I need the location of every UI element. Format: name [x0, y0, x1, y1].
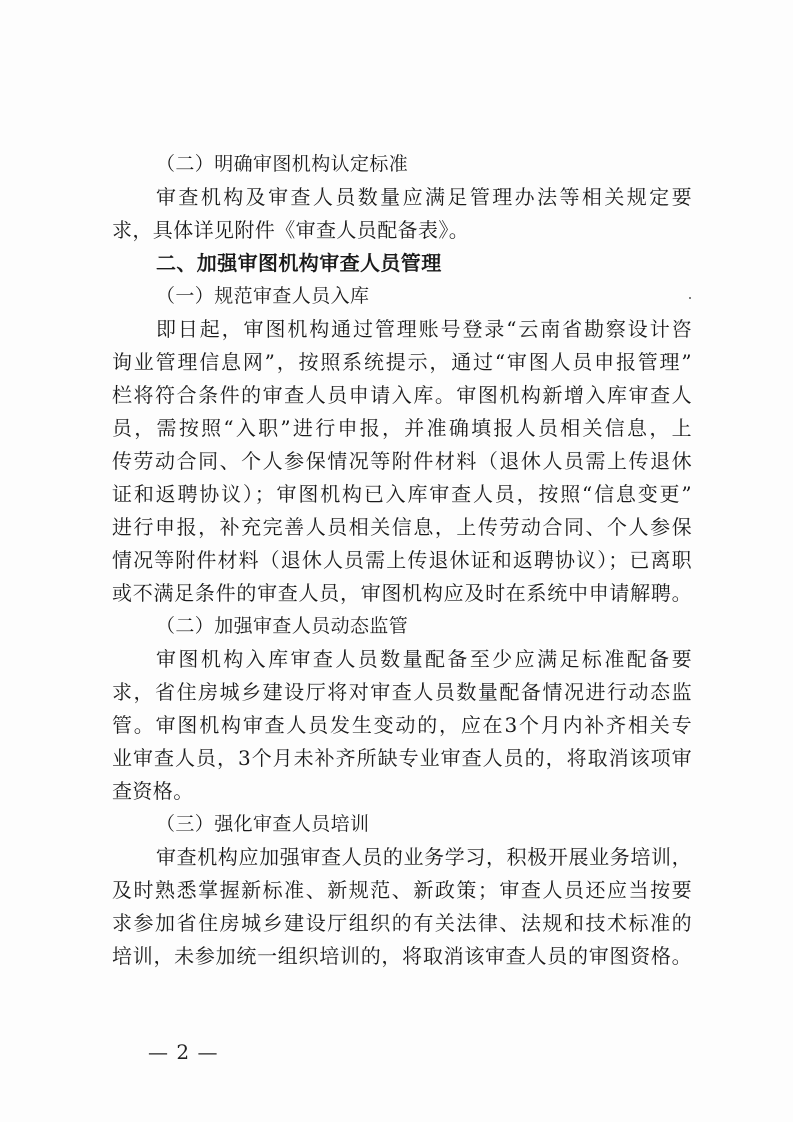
section-heading-2-2b: （二）加强审查人员动态监管 — [156, 615, 409, 637]
paragraph-line: 传劳动合同、个人参保情况等附件材料（退休人员需上传退休 — [112, 449, 692, 473]
paragraph-line: 情况等附件材料（退休人员需上传退休证和返聘协议）；已离职 — [112, 548, 692, 572]
paragraph-line: 审查机构及审查人员数量应满足管理办法等相关规定要 — [156, 185, 692, 209]
paragraph-line: 审查机构应加强审查人员的业务学习，积极开展业务培训， — [156, 845, 692, 869]
section-heading-2-1: （一）规范审查人员入库 — [156, 285, 370, 307]
section-heading-2: 二、加强审图机构审查人员管理 — [156, 251, 442, 275]
paragraph-line: 管。审图机构审查人员发生变动的，应在3个月内补齐相关专 — [112, 713, 692, 737]
paragraph-line: 求，省住房城乡建设厅将对审查人员数量配备情况进行动态监 — [112, 680, 692, 704]
scan-speck — [689, 297, 691, 299]
paragraph-line: 或不满足条件的审查人员，审图机构应及时在系统中申请解聘。 — [112, 581, 692, 605]
section-heading-2-2: （二）明确审图机构认定标准 — [156, 153, 409, 175]
page-number: — 2 — — [148, 1040, 219, 1064]
paragraph-line: 询业管理信息网”，按照系统提示，通过“审图人员申报管理” — [112, 350, 692, 374]
paragraph-line: 即日起，审图机构通过管理账号登录“云南省勘察设计咨 — [156, 317, 692, 341]
section-heading-2-3: （三）强化审查人员培训 — [156, 813, 370, 835]
paragraph-line: 业审查人员，3个月未补齐所缺专业审查人员的，将取消该项审 — [112, 746, 692, 770]
paragraph-line: 培训，未参加统一组织培训的，将取消该审查人员的审图资格。 — [112, 944, 692, 968]
paragraph-line: 查资格。 — [112, 779, 194, 803]
paragraph-line: 审图机构入库审查人员数量配备至少应满足标准配备要 — [156, 647, 692, 671]
paragraph-line: 求，具体详见附件《审查人员配备表》。 — [112, 218, 470, 242]
paragraph-line: 栏将符合条件的审查人员申请入库。审图机构新增入库审查人 — [112, 383, 692, 407]
paragraph-line: 求参加省住房城乡建设厅组织的有关法律、法规和技术标准的 — [112, 911, 692, 935]
paragraph-line: 进行申报，补充完善人员相关信息，上传劳动合同、个人参保 — [112, 515, 692, 539]
paragraph-line: 员，需按照“入职”进行申报，并准确填报人员相关信息，上 — [112, 416, 692, 440]
document-body — [112, 148, 692, 973]
paragraph-line: 证和返聘协议）；审图机构已入库审查人员，按照“信息变更” — [112, 482, 692, 506]
paragraph-line: 及时熟悉掌握新标准、新规范、新政策；审查人员还应当按要 — [112, 878, 692, 902]
